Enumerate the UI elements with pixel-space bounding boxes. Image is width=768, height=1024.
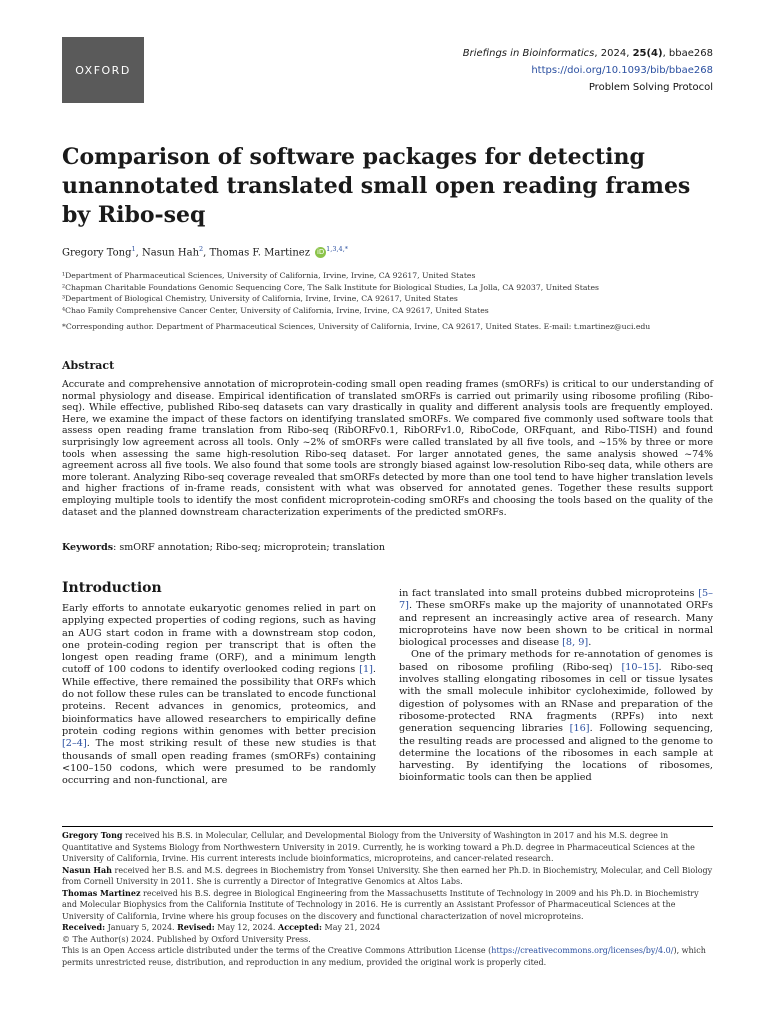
- body-text: .: [588, 637, 592, 649]
- citation-link[interactable]: [8, 9]: [562, 637, 589, 649]
- body-text: . These smORFs make up the majority of unannotated ORFs and represent an increasingly active area of research. Many microproteins have now been shown to be critical in normal biological processes and disease: [399, 600, 713, 649]
- body-text: One of the primary methods for re-annotation of genomes is based on ribosome profiling (Ribo-seq): [399, 649, 713, 673]
- bio-name: Thomas Martinez: [62, 887, 141, 898]
- corresponding-author: *Corresponding author. Department of Pharmaceutical Sciences, University of California, Irvine, CA 92617, United States. E-mail: t.martinez@uci.edu: [62, 322, 651, 331]
- footer-notes: [62, 830, 713, 968]
- article-title: Comparison of software packages for detecting unannotated translated small open reading frames by Ribo-seq: [62, 144, 691, 228]
- citation-volume: 25(4): [632, 48, 663, 59]
- citation-id: , bbae268: [662, 48, 713, 59]
- revised-label: Revised:: [177, 922, 215, 932]
- author-affil-ref[interactable]: 1,3,4,*: [326, 245, 349, 253]
- accepted-label: Accepted:: [278, 922, 322, 932]
- citation-link[interactable]: [1]: [359, 664, 373, 676]
- journal-header: [463, 45, 713, 96]
- citation-link[interactable]: [16]: [569, 723, 590, 735]
- introduction-heading: Introduction: [62, 580, 162, 596]
- doi-link[interactable]: https://doi.org/10.1093/bib/bbae268: [531, 65, 713, 76]
- received-label: Received:: [62, 922, 106, 932]
- intro-column-right: [399, 588, 713, 785]
- body-text: . The most striking result of these new studies is that thousands of small open reading frames (smORFs) containing <100–150 codons, which were presumed to be randomly occurring and non-functional, are: [62, 738, 376, 787]
- revised-date: May 12, 2024.: [214, 923, 278, 932]
- author-list: Gregory Tong$^1$, Nasun Hah$^2$, Thomas F. Martinez iD $^{1,3,4,*}$: [62, 245, 349, 259]
- article-type: Problem Solving Protocol: [588, 82, 713, 93]
- license-text: This is an Open Access article distributed under the terms of the Creative Commons Attribution License (: [62, 946, 492, 955]
- oxford-logo: [62, 37, 144, 103]
- affiliation: ³Department of Biological Chemistry, University of California, Irvine, Irvine, CA 92617, United States: [62, 294, 458, 303]
- author-bio: [62, 830, 713, 865]
- copyright: © The Author(s) 2024. Published by Oxford University Press.: [62, 934, 311, 944]
- abstract-text: Accurate and comprehensive annotation of microprotein-coding small open reading frames (smORFs) is critical to our understanding of normal physiology and disease. Empirical identification of translated smORFs is carried out primarily using ribosome profiling (Ribo-seq). While effective, published Ribo-seq datasets can vary drastically in quality and different analysis tools are frequently employed. Here, we examine the impact of these factors on identifying translated smORFs. We compared five commonly used software tools that assess open reading frame translation from Ribo-seq (RibORFv0.1, RibORFv1.0, RiboCode, ORFquant, and Ribo-TISH) and found surprisingly low agreement across all tools. Only ~2% of smORFs were called translated by all five tools, and ~15% by three or more tools when assessing the same high-resolution Ribo-seq dataset. For larger annotated genes, the same analysis showed ~74% agreement across all five tools. We also found that some tools are strongly biased against low-resolution Ribo-seq data, while others are more tolerant. Analyzing Ribo-seq coverage revealed that smORFs detected by more than one tool tend to have higher translation levels and higher fractions of in-frame reads, consistent with what was observed for annotated genes. Together these results support employing multiple tools to identify the most confident microprotein-coding smORFs and choosing the tools based on the quality of the dataset and the planned downstream characterization experiments of the predicted smORFs.: [62, 379, 713, 518]
- license: [62, 945, 713, 968]
- citation-year: , 2024,: [594, 48, 633, 59]
- bio-name: Nasun Hah: [62, 864, 112, 875]
- accepted-date: May 21, 2024: [321, 923, 381, 932]
- author-affil-ref[interactable]: 1: [131, 245, 136, 253]
- author-bio: [62, 865, 713, 888]
- journal-name: Briefings in Bioinformatics: [462, 48, 595, 59]
- affiliation: ⁴Chao Family Comprehensive Cancer Center, University of California, Irvine, Irvine, CA 92617, United States: [62, 305, 489, 315]
- body-text: Early efforts to annotate eukaryotic genomes relied in part on applying expected properties of coding regions, such as having an AUG start codon in frame with a downstream stop codon, one protein-coding region per transcript that is often the longest open reading frame (ORF), and a minimum length cutoff of 100 codons to identify overlooked coding regions: [62, 603, 376, 676]
- orcid-icon[interactable]: iD: [316, 248, 325, 257]
- bio-text: received his B.S. degree in Biological Engineering from the Massachusetts Institute of Technology in 2009 and his Ph.D. in Biochemistry and Molecular Biophysics from the California Institute of Technology in 2016. He is currently an Assistant Professor of Pharmaceutical Sciences at the University of California, Irvine where his group focuses on the discovery and functional characterization of novel microproteins.: [62, 888, 699, 921]
- body-text: . Ribo-seq involves stalling elongating ribosomes in cell or tissue lysates with the small molecule inhibitor cycloheximide, followed by digestion of polysomes with an RNase and preparation of the ribosome-protected RNA fragments (RPFs) into next generation sequencing libraries: [399, 661, 713, 735]
- author-name: Gregory Tong: [62, 247, 132, 259]
- body-text: . Following sequencing, the resulting reads are processed and aligned to the genome to determine the locations of the ribosomes in each sample at harvesting. By identifying the locations of ribosomes, bioinformatic tools can then be applied: [399, 723, 713, 784]
- bio-text: received her B.S. and M.S. degrees in Biochemistry from Yonsei University. She then earned her Ph.D. in Biochemistry, Molecular, and Cell Biology from Cornell University in 2011. She is currently a Director of Integrative Genomics at Altos Labs.: [62, 865, 713, 886]
- affiliation: ²Chapman Charitable Foundations Genomic Sequencing Core, The Salk Institute for Biological Studies, La Jolla, CA 92037, United States: [62, 282, 600, 292]
- bio-text: received his B.S. in Molecular, Cellular, and Developmental Biology from the University of Washington in 2017 and his M.S. degree in Quantitative and Systems Biology from Northwestern University in 2019. Currently, he is working toward a Ph.D. degree in Pharmaceutical Sciences at the University of California, Irvine. His current interests include bioinformatics, microproteins, and cancer-related research.: [62, 831, 695, 863]
- affiliation: ¹Department of Pharmaceutical Sciences, University of California, Irvine, Irvine, CA 92617, United States: [62, 271, 476, 280]
- keywords-list: : smORF annotation; Ribo-seq; microprotein; translation: [113, 542, 385, 553]
- author-affil-ref[interactable]: 2: [199, 245, 204, 253]
- author-bio: [62, 888, 713, 923]
- publication-dates: [62, 922, 713, 934]
- bio-name: Gregory Tong: [62, 830, 123, 840]
- received-date: January 5, 2024.: [105, 923, 178, 932]
- citation-link[interactable]: [10–15]: [621, 661, 659, 673]
- logo-text: OXFORD: [75, 63, 131, 77]
- license-link[interactable]: https://creativecommons.org/licenses/by/4.0/: [491, 946, 674, 955]
- citation-link[interactable]: [5–7]: [399, 588, 713, 612]
- intro-column-left: [62, 603, 376, 787]
- affiliations: [62, 270, 722, 333]
- license-text: ), which permits unrestricted reuse, distribution, and reproduction in any medium, provided the original work is properly cited.: [62, 946, 706, 967]
- body-text: in fact translated into small proteins dubbed microproteins: [399, 588, 699, 599]
- citation-line: [463, 45, 713, 62]
- author-name: Thomas F. Martinez: [209, 247, 310, 259]
- citation-link[interactable]: [2–4]: [62, 738, 87, 750]
- body-text: . While effective, there remained the possibility that ORFs which do not follow these rules can be translated to encode functional proteins. Recent advances in genomics, proteomics, and bioinformatics have allowed researchers to empirically define protein coding regions within genomes with better precision: [62, 664, 376, 737]
- keywords: [62, 542, 385, 553]
- abstract-heading: Abstract: [62, 359, 115, 372]
- author-name: Nasun Hah: [141, 247, 200, 259]
- keywords-label: Keywords: [62, 542, 114, 553]
- footer-divider: [62, 826, 713, 827]
